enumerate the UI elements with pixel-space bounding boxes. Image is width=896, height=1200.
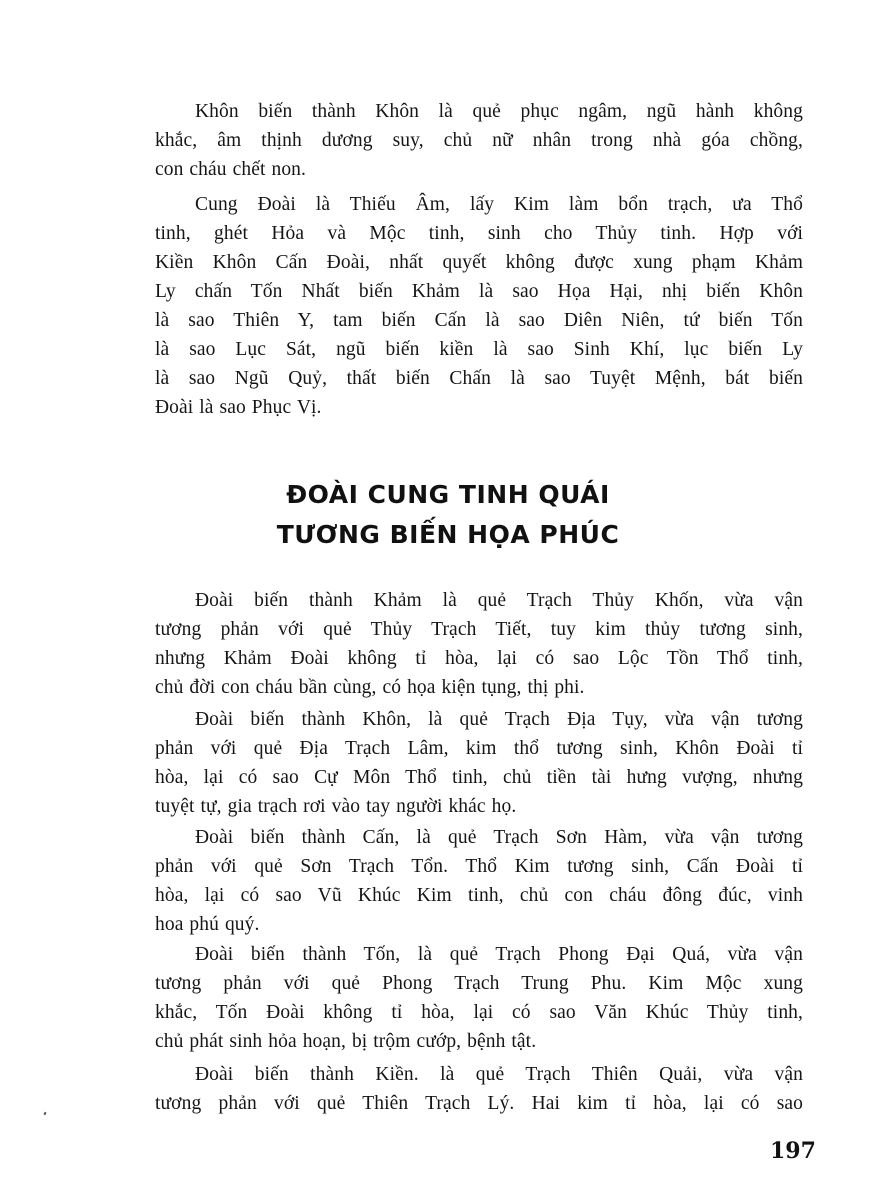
section-2-para-4 — [155, 940, 803, 1056]
text-line: tương phản với quẻ Phong Trạch Trung Phu. Kim Mộc xung — [155, 973, 803, 994]
text-line: tương phản với quẻ Thiên Trạch Lý. Hai kim tỉ hòa, lại có sao — [155, 1093, 803, 1114]
section-2-para-3 — [155, 823, 803, 939]
text-line: tương phản với quẻ Thủy Trạch Tiết, tuy kim thủy tương sinh, — [155, 619, 803, 640]
paragraph — [155, 190, 803, 422]
text-line: Đoài biến thành Khảm là quẻ Trạch Thủy Khốn, vừa vận — [195, 590, 803, 611]
text-line: Đoài biến thành Tốn, là quẻ Trạch Phong Đại Quá, vừa vận — [195, 944, 803, 965]
page-number: 197 — [770, 1138, 816, 1164]
text-line: tinh, ghét Hỏa và Mộc tinh, sinh cho Thủy tinh. Hợp với — [155, 223, 803, 244]
paragraph — [155, 705, 803, 821]
text-line: tuyệt tự, gia trạch rơi vào tay người khác họ. — [155, 796, 517, 817]
paragraph — [155, 940, 803, 1056]
paragraph — [155, 97, 803, 184]
text-line: là sao Thiên Y, tam biến Cấn là sao Diên Niên, tứ biến Tốn — [155, 310, 803, 331]
section-1-para-2 — [155, 190, 803, 422]
text-line: phản với quẻ Địa Trạch Lâm, kim thổ tương sinh, Khôn Đoài tỉ — [155, 738, 803, 759]
section-2-para-5 — [155, 1060, 803, 1118]
text-line: Đoài biến thành Khôn, là quẻ Trạch Địa Tụy, vừa vận tương — [195, 709, 803, 730]
scan-speck — [43, 1112, 46, 1116]
heading-line-1: ĐOÀI CUNG TINH QUÁI — [286, 480, 610, 509]
text-line: chủ phát sinh hỏa hoạn, bị trộm cướp, bệnh tật. — [155, 1031, 537, 1052]
heading-line-2: TƯƠNG BIẾN HỌA PHÚC — [276, 520, 620, 549]
text-line: hoa phú quý. — [155, 914, 260, 935]
text-line: Đoài là sao Phục Vị. — [155, 397, 322, 418]
text-line: Ly chấn Tốn Nhất biến Khảm là sao Họa Hại, nhị biến Khôn — [155, 281, 803, 302]
text-line: Cung Đoài là Thiếu Âm, lấy Kim làm bổn trạch, ưa Thổ — [195, 194, 803, 215]
text-line: Đoài biến thành Kiền. là quẻ Trạch Thiên Quải, vừa vận — [195, 1064, 803, 1085]
paragraph — [155, 1060, 803, 1118]
paragraph — [155, 586, 803, 702]
text-line: khắc, Tốn Đoài không tỉ hòa, lại có sao Văn Khúc Thủy tinh, — [155, 1002, 803, 1023]
text-line: hòa, lại có sao Cự Môn Thổ tinh, chủ tiền tài hưng vượng, nhưng — [155, 767, 803, 788]
text-line: chủ đời con cháu bần cùng, có họa kiện tụng, thị phi. — [155, 677, 585, 698]
text-line: Kiền Khôn Cấn Đoài, nhất quyết không được xung phạm Khảm — [155, 252, 803, 273]
section-2-para-2 — [155, 705, 803, 821]
text-line: là sao Lục Sát, ngũ biến kiền là sao Sinh Khí, lục biến Ly — [155, 339, 803, 360]
text-line: khắc, âm thịnh dương suy, chủ nữ nhân trong nhà góa chồng, — [155, 130, 803, 151]
text-line: Đoài biến thành Cấn, là quẻ Trạch Sơn Hàm, vừa vận tương — [195, 827, 803, 848]
paragraph — [155, 823, 803, 939]
text-line: là sao Ngũ Quỷ, thất biến Chấn là sao Tuyệt Mệnh, bát biến — [155, 368, 803, 389]
text-line: nhưng Khảm Đoài không tỉ hòa, lại có sao Lộc Tồn Thổ tinh, — [155, 648, 803, 669]
text-line: Khôn biến thành Khôn là quẻ phục ngâm, ngũ hành không — [195, 101, 803, 122]
section-1 — [155, 97, 803, 184]
text-line: phản với quẻ Sơn Trạch Tổn. Thổ Kim tương sinh, Cấn Đoài tỉ — [155, 856, 803, 877]
text-line: hòa, lại có sao Vũ Khúc Kim tinh, chủ con cháu đông đúc, vinh — [155, 885, 803, 906]
section-2-para-1 — [155, 586, 803, 702]
text-line: con cháu chết non. — [155, 159, 306, 180]
section-heading — [0, 475, 896, 555]
